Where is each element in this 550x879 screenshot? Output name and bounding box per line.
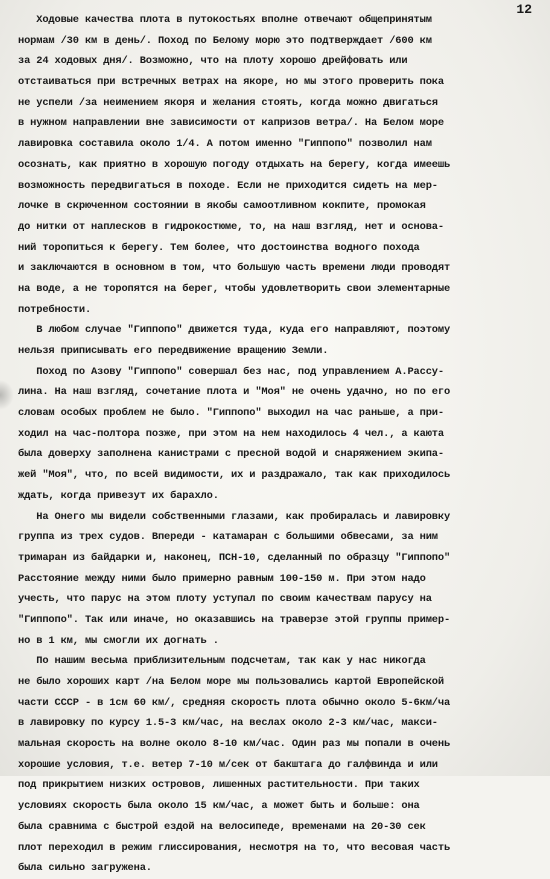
- text-line: лочке в скрюченном состоянии в якобы самоотливном кокпите, промокая: [18, 200, 426, 213]
- text-line: На Онего мы видели собственными глазами, как пробиралась и лавировку: [18, 510, 451, 523]
- text-line: была сильно загружена.: [18, 862, 152, 875]
- text-line: хорошие условия, т.е. ветер 7-10 м/сек от бакштага до галфвинда и или: [18, 758, 438, 771]
- text-line: ний торопиться к берегу. Тем более, что достоинства водного похода: [18, 241, 420, 254]
- text-line: но в 1 км, мы смогли их догнать .: [18, 634, 219, 647]
- text-line: и заключаются в основном в том, что большую часть времени люди проводят: [18, 262, 451, 275]
- text-line: По нашим весьма приблизительным подсчетам, так как у нас никогда: [18, 655, 426, 668]
- text-line: словам особых проблем не было. "Гиппопо" выходил на час раньше, а при-: [18, 407, 444, 420]
- text-line: в лавировку по курсу 1.5-3 км/час, на веслах около 2-3 км/час, макси-: [18, 717, 438, 730]
- text-line: Ходовые качества плота в путокостьях вполне отвечают общепринятым: [18, 14, 432, 26]
- text-line: нельзя приписывать его передвижение вращению Земли.: [18, 345, 329, 357]
- text-line: части СССР - в 1см 60 км/, средняя скорость плота обычно около 5-6км/ча: [18, 696, 451, 709]
- scan-smudge: [0, 380, 14, 410]
- text-line: до нитки от наплесков в гидрокостюме, то, на наш взгляд, нет и основа-: [18, 220, 444, 233]
- text-line: отстаиваться при встречных ветрах на якоре, но мы этого проверить пока: [18, 76, 444, 89]
- text-line: возможность передвигаться в походе. Если не приходится сидеть на мер-: [18, 179, 438, 192]
- text-line: осознать, как приятно в хорошую погоду отдыхать на берегу, когда имеешь: [18, 158, 451, 171]
- text-line: лавировка составила около 1/4. А потом именно "Гиппопо" позволил нам: [18, 138, 432, 151]
- text-line: ждать, когда привезут их барахло.: [18, 489, 219, 502]
- text-line: В любом случае "Гиппопо" движется туда, куда его направляют, поэтому: [18, 324, 451, 337]
- text-line: группа из трех судов. Впереди - катамаран с большими обвесами, за ним: [18, 531, 438, 544]
- text-line: лина. На наш взгляд, сочетание плота и "Моя" не очень удачно, но по его: [18, 386, 451, 399]
- text-line: жей "Моя", что, по всей видимости, их и раздражало, так как приходилось: [18, 469, 451, 482]
- text-line: условиях скорость была около 15 км/час, а может быть и больше: она: [18, 800, 420, 813]
- text-line: потребности.: [18, 303, 92, 316]
- text-line: Поход по Азову "Гиппопо" совершал без нас, под управлением А.Рассу-: [18, 365, 444, 378]
- text-line: за 24 ходовых дня/. Возможно, что на плоту хорошо дрейфовать или: [18, 55, 408, 68]
- text-line: тримаран из байдарки и, наконец, ПСН-10, сделанный по образцу "Гиппопо": [18, 551, 451, 564]
- text-line: на воде, а не торопятся на берег, чтобы удовлетворить свои элементарные: [18, 282, 451, 295]
- page-number: 12: [516, 2, 532, 17]
- body-text: [18, 10, 540, 879]
- text-line: ходил на час-полтора позже, при этом на нем находилось 4 чел., а каюта: [18, 427, 444, 440]
- text-line: не было хороших карт /на Белом море мы пользовались картой Европейской: [18, 676, 444, 688]
- text-line: плот переходил в режим глиссирования, несмотря на то, что весовая часть: [18, 841, 451, 854]
- text-line: была доверху заполнена канистрами с пресной водой и снаряжением экипа-: [18, 448, 444, 461]
- text-line: не успели /за неимением якоря и желания стоять, когда можно двигаться: [18, 96, 438, 109]
- text-line: под прикрытием низких островов, лишенных растительности. При таких: [18, 779, 420, 792]
- text-line: нормам /30 км в день/. Поход по Белому морю это подтверждает /600 км: [18, 34, 432, 47]
- text-line: мальная скорость на волне около 8-10 км/час. Один раз мы попали в очень: [18, 738, 451, 751]
- text-line: "Гиппопо". Так или иначе, но оказавшись на траверзе этой группы пример-: [18, 613, 451, 626]
- text-line: Расстояние между ними было примерно равным 100-150 м. При этом надо: [18, 572, 426, 585]
- text-line: в нужном направлении вне зависимости от капризов ветра/. На Белом море: [18, 117, 444, 130]
- text-line: была сравнима с быстрой ездой на велосипеде, временами на 20-30 сек: [18, 820, 426, 833]
- text-line: учесть, что парус на этом плоту уступал по своим качествам парусу на: [18, 593, 432, 606]
